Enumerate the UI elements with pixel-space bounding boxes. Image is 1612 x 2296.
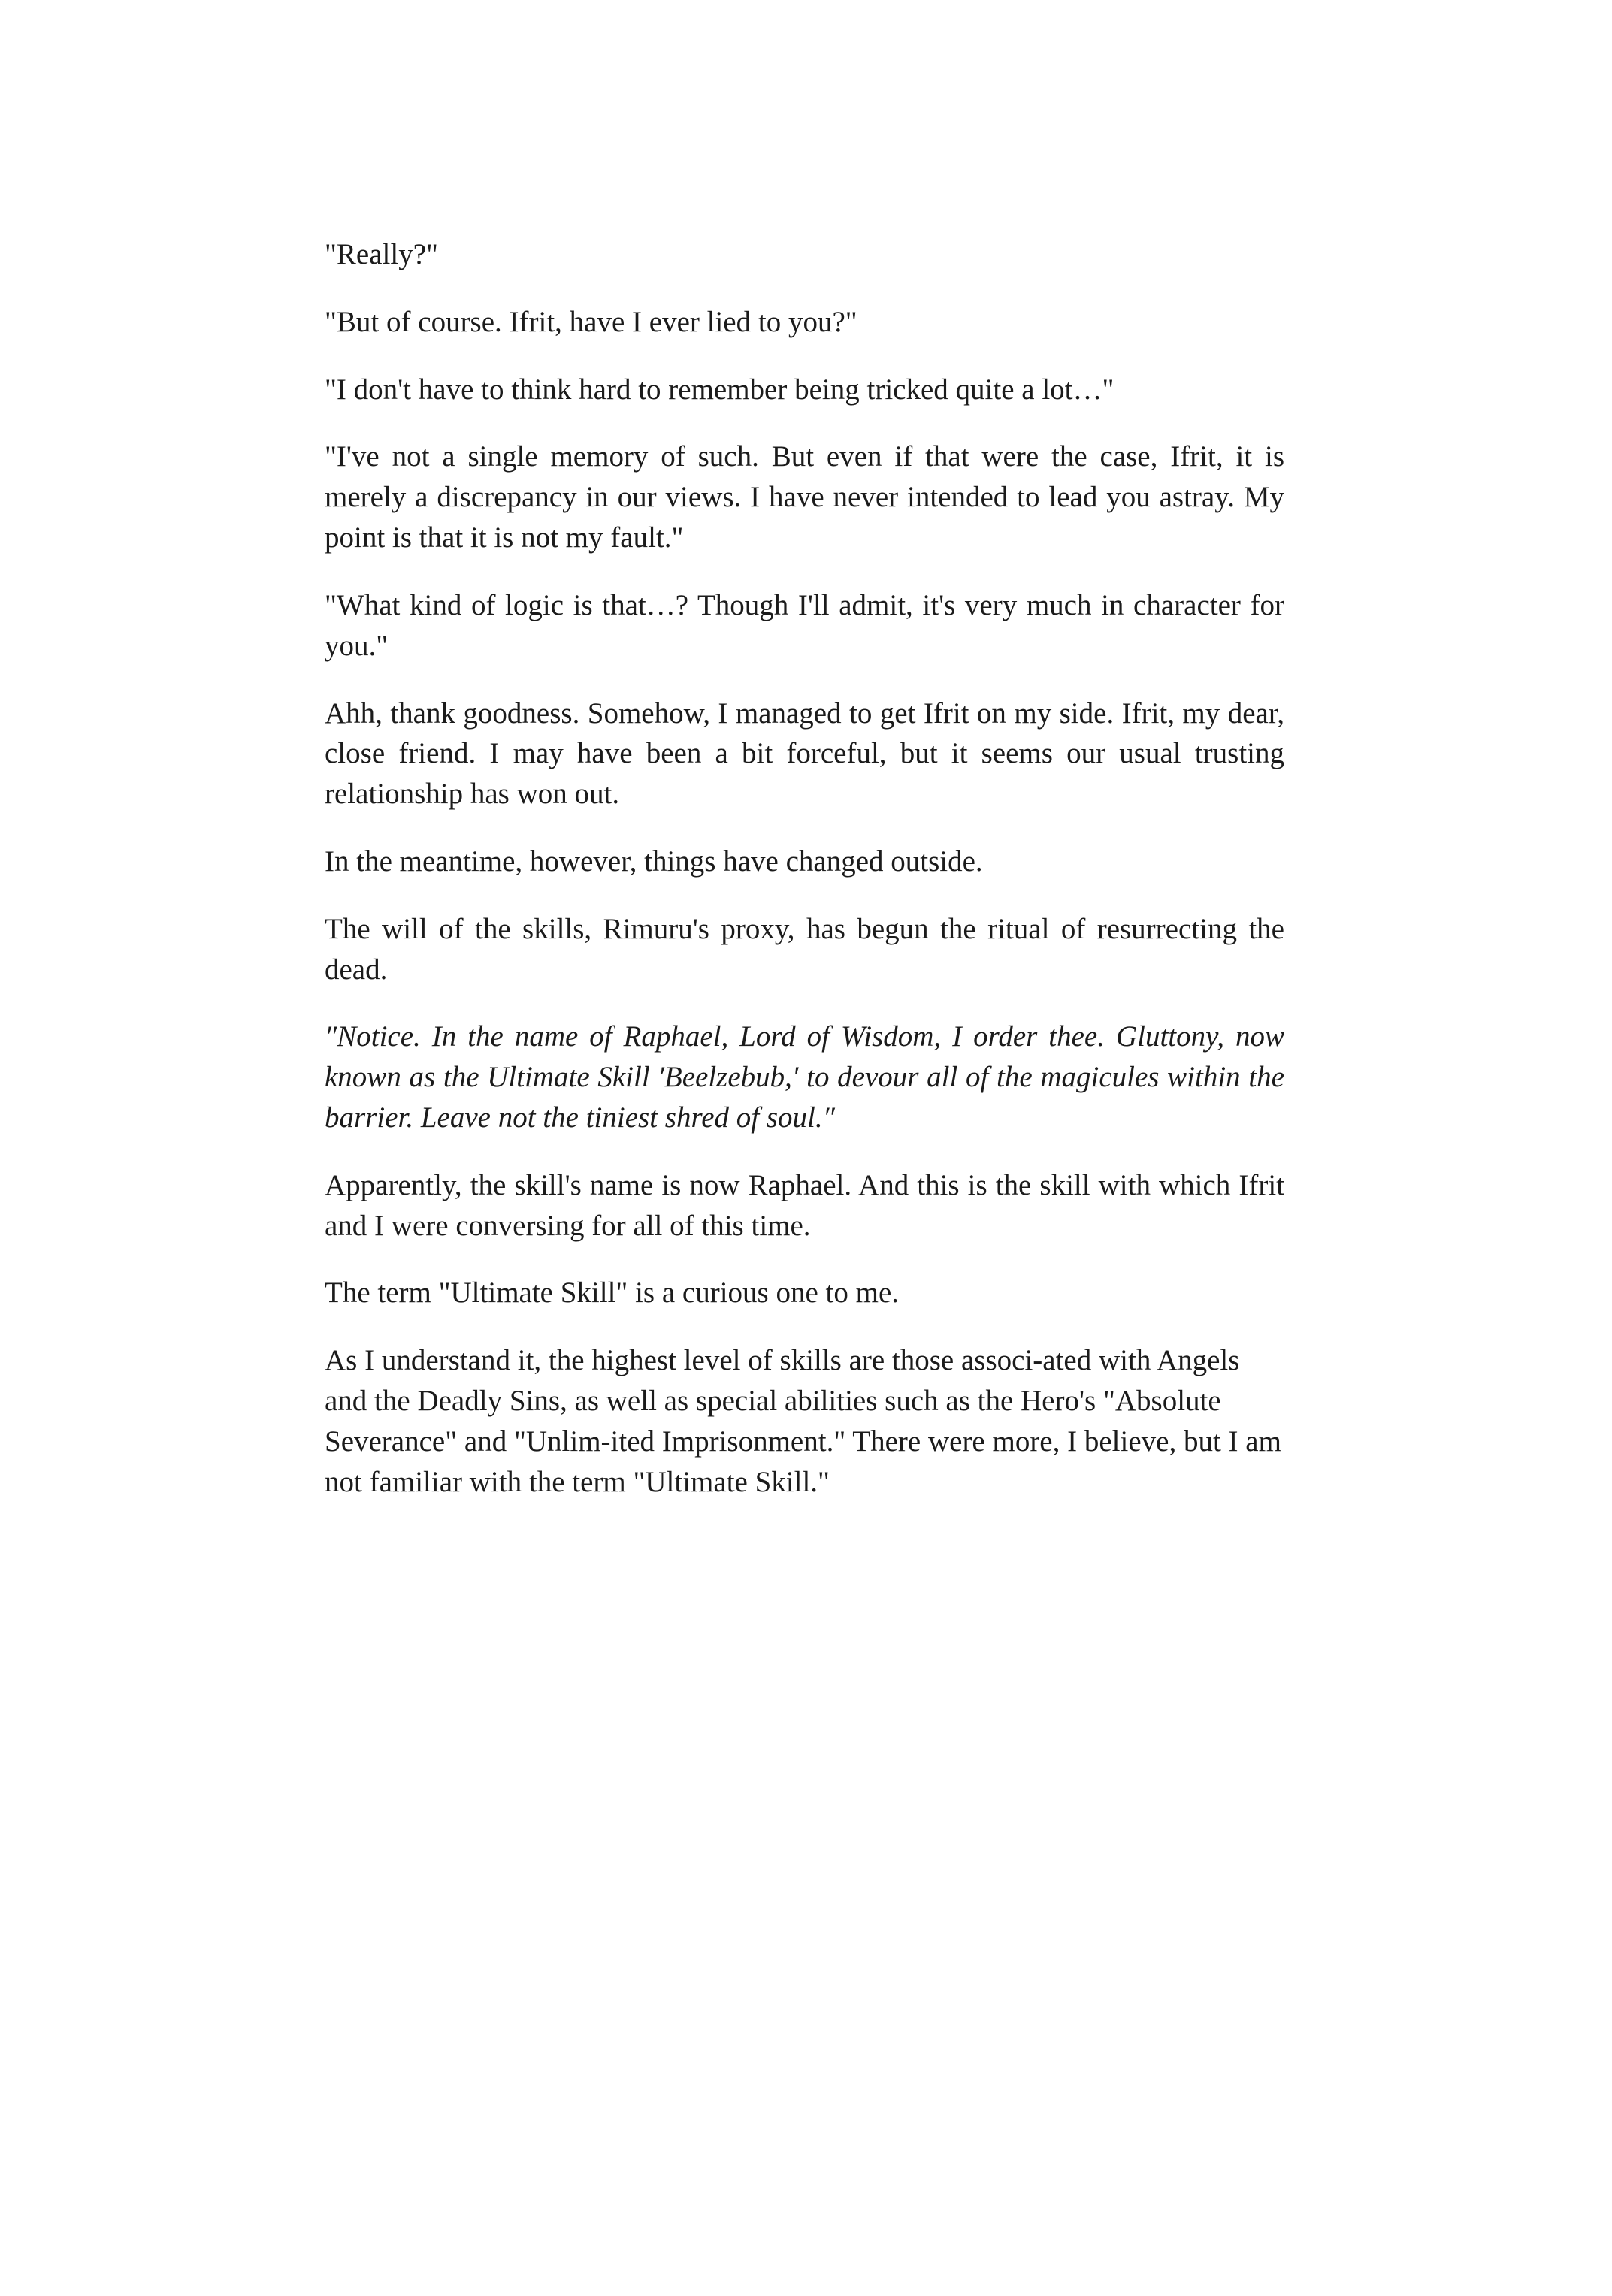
body-text-column — [325, 234, 1284, 1503]
paragraph: The will of the skills, Rimuru's proxy, has begun the ritual of resurrecting the dead. — [325, 912, 1284, 986]
paragraph: "I've not a single memory of such. But even if that were the case, Ifrit, it is merely a discrepancy in our views. I have never intended to lead you astray. My point is that it is not my fault." — [325, 440, 1284, 554]
paragraph: "I don't have to think hard to remember being tricked quite a lot…" — [325, 373, 1114, 406]
paragraph: The term "Ultimate Skill" is a curious one to me. — [325, 1276, 900, 1310]
paragraph: In the meantime, however, things have changed outside. — [325, 844, 983, 878]
paragraph: As I understand it, the highest level of skills are those associ-ated with Angels and the Deadly Sins, as well as special abilities such as the Hero's "Absolute Severance" and "Unlim-ited Imprisonment." There were more, I believe, but I am not familiar with the term "Ultimate Skill." — [325, 1344, 1281, 1498]
paragraph: "But of course. Ifrit, have I ever lied to you?" — [325, 305, 857, 338]
paragraph: Apparently, the skill's name is now Raphael. And this is the skill with which Ifrit and I were conversing for all of this time. — [325, 1168, 1284, 1242]
paragraph: "Really?" — [325, 238, 438, 270]
paragraph-skill-notice: ″Notice. In the name of Raphael, Lord of Wisdom, I order thee. Gluttony, now known as the Ultimate Skill ′Beelzebub,′ to devour all of the magicules within the barrier. Leave not the tiniest shred of soul.″ — [325, 1020, 1284, 1134]
paragraph: Ahh, thank goodness. Somehow, I managed to get Ifrit on my side. Ifrit, my dear, close friend. I may have been a bit forceful, but it seems our usual trusting relationship has won out. — [325, 696, 1284, 811]
paragraph: "What kind of logic is that…? Though I'll admit, it's very much in character for you." — [325, 588, 1284, 662]
